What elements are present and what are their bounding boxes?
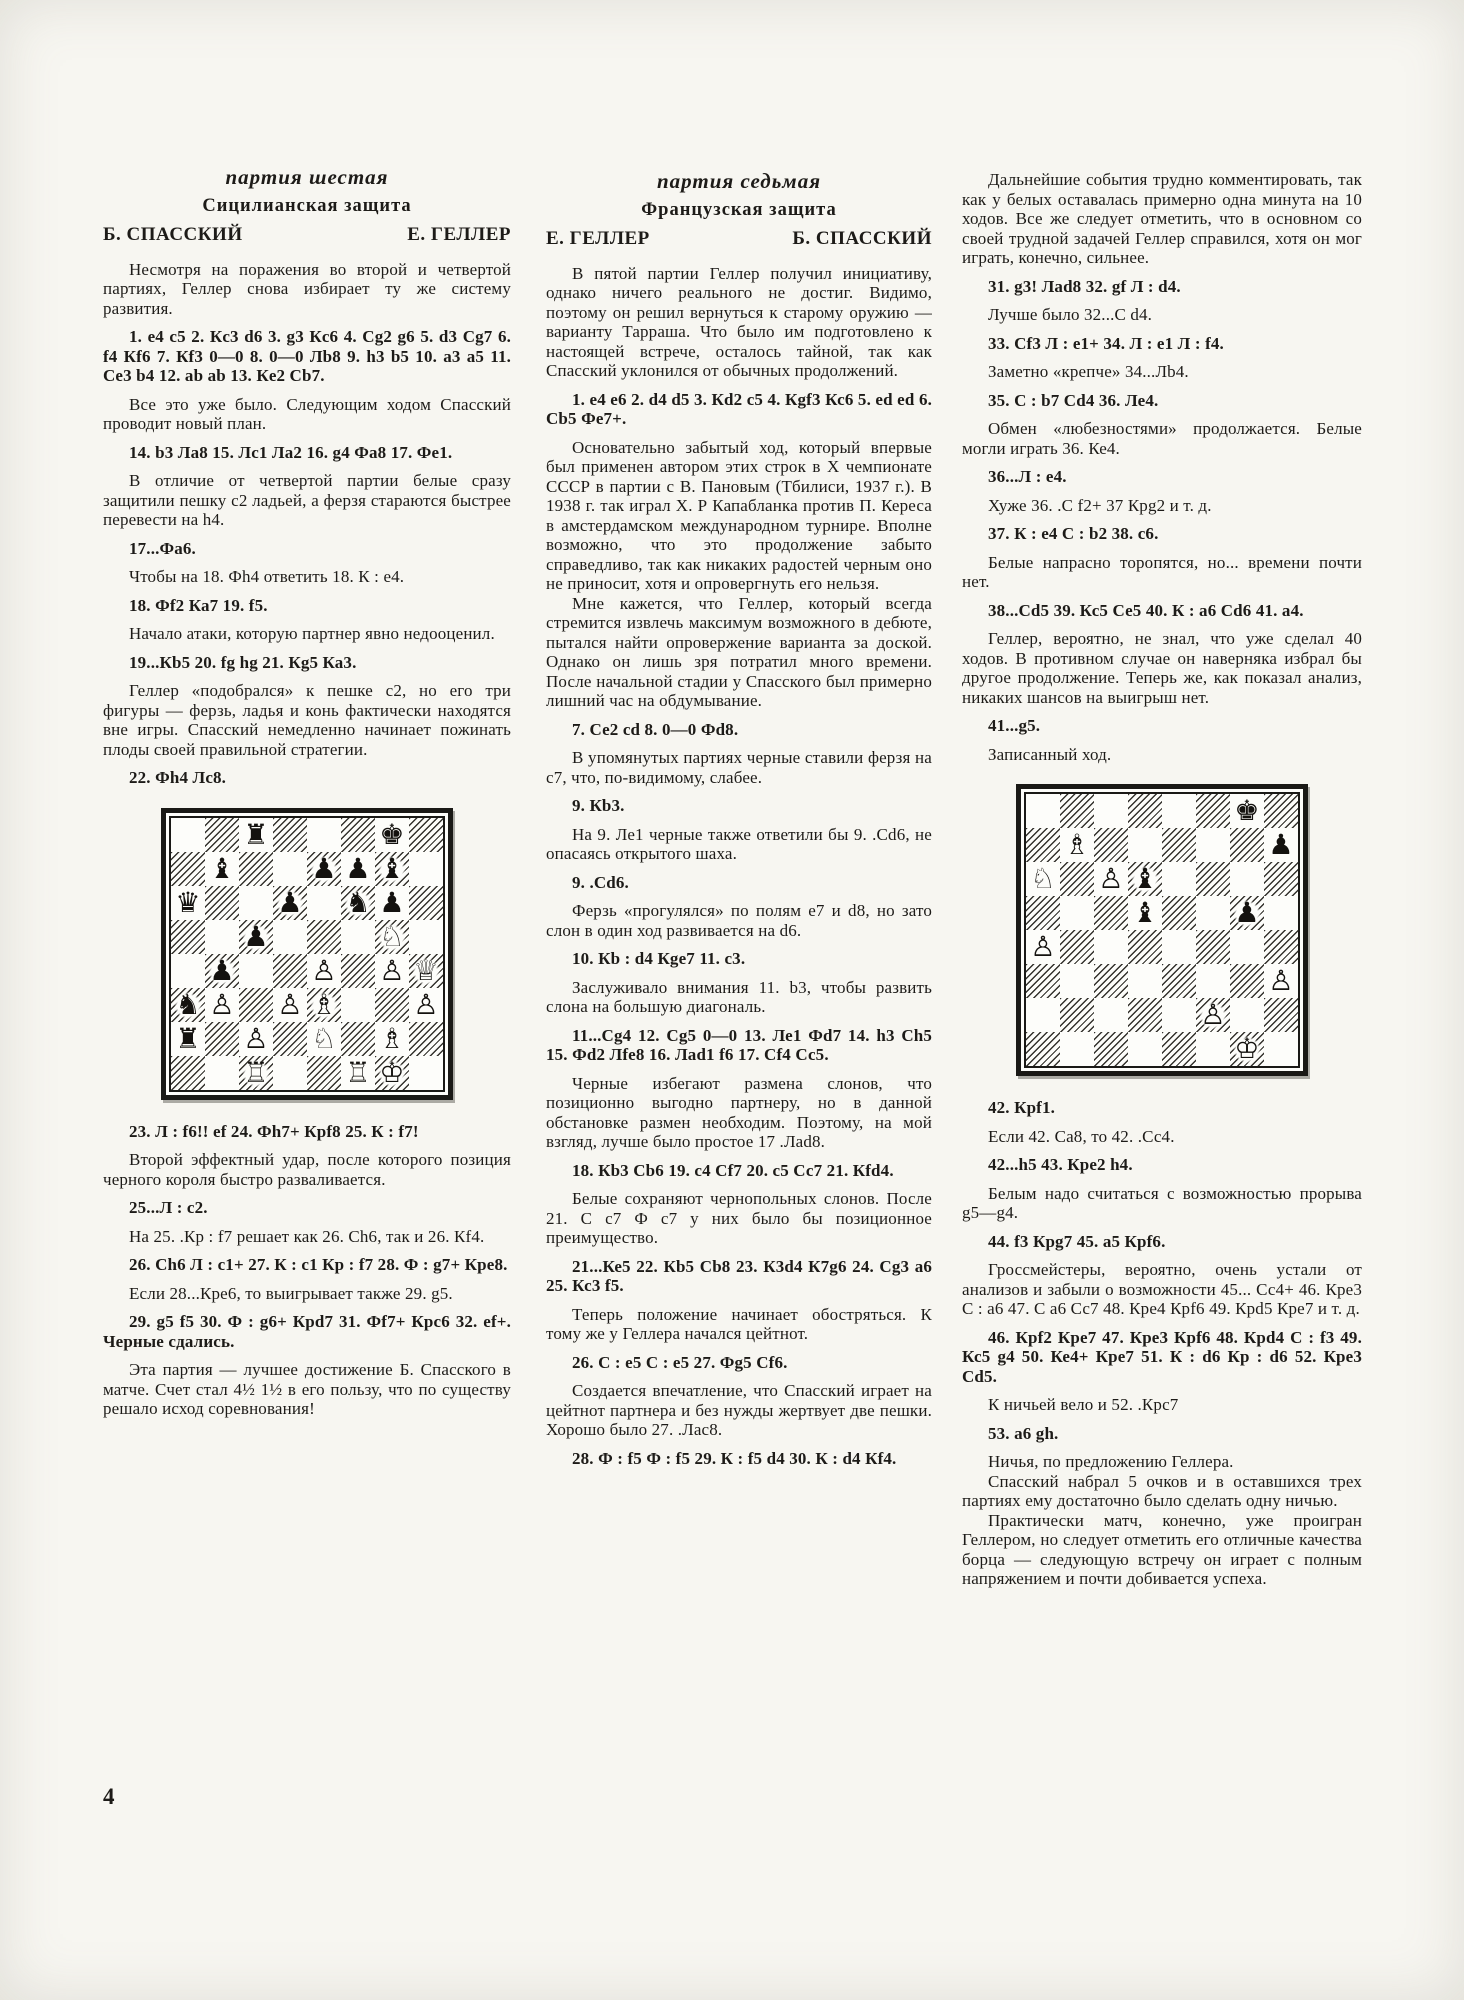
paragraph: Заметно «крепче» 34...Лb4. — [988, 362, 1189, 381]
board-square — [1060, 964, 1094, 998]
black-bishop: ♝ — [206, 853, 238, 885]
board-square — [1264, 998, 1298, 1032]
board-square — [1196, 794, 1230, 828]
chess-board — [1024, 792, 1300, 1068]
board-square — [307, 852, 341, 886]
black-pawn: ♟ — [274, 887, 306, 919]
board-square — [307, 818, 341, 852]
paragraph: Белые сохраняют чернопольных слонов. После 21. С с7 Ф с7 у них было бы позиционное преимущество. — [546, 1189, 932, 1247]
paragraph: Чтобы на 18. Фh4 ответить 18. К : е4. — [129, 567, 405, 586]
board-square — [1026, 794, 1060, 828]
black-rook: ♜ — [172, 1023, 204, 1055]
white-pawn: ♙ — [1095, 863, 1127, 895]
game-six-kicker: партия шестая — [225, 165, 389, 189]
paragraph: Белые напрасно торопятся, но... времени почти нет. — [962, 552, 1362, 591]
column-game-six — [103, 165, 511, 1419]
board-square — [1230, 1032, 1264, 1066]
chess-board — [169, 816, 445, 1092]
board-square — [341, 988, 375, 1022]
board-square — [1128, 862, 1162, 896]
black-king: ♚ — [1231, 795, 1263, 827]
paragraph: В отличие от четвертой партии белые сразу защитили пешку с2 ладьей, а ферзя стараются быстрее перевести на h4. — [103, 471, 511, 529]
black-bishop: ♝ — [1129, 863, 1161, 895]
board-square — [1162, 828, 1196, 862]
white-pawn: ♙ — [376, 955, 408, 987]
move-line: 18. Фf2 Ка7 19. f5. — [129, 595, 268, 615]
white-pawn: ♙ — [308, 955, 340, 987]
board-square — [307, 1056, 341, 1090]
paragraph: На 9. Ле1 черные также ответили бы 9. .Сd6, не опасаясь открытого шаха. — [546, 824, 932, 863]
board-square — [273, 954, 307, 988]
paragraph: В упомянутых партиях черные ставили ферзя на с7, что, по-видимому, слабее. — [546, 748, 932, 787]
board-square — [1128, 964, 1162, 998]
board-square — [171, 886, 205, 920]
board-square — [205, 920, 239, 954]
paragraph: Лучше было 32...С d4. — [988, 305, 1153, 324]
move-line: 35. С : b7 Сd4 36. Ле4. — [988, 390, 1159, 410]
black-rook: ♜ — [240, 819, 272, 851]
move-line: 9. Кb3. — [572, 796, 625, 815]
board-square — [1264, 964, 1298, 998]
move-line: 31. g3! Лad8 32. gf Л : d4. — [988, 276, 1181, 296]
board-square — [1196, 862, 1230, 896]
paragraph: Эта партия — лучшее достижение Б. Спасского в матче. Счет стал 4½ 1½ в его пользу, что по существу решало исход соревнования! — [103, 1360, 511, 1418]
board-square — [409, 886, 443, 920]
board-square — [1196, 828, 1230, 862]
board-square — [1060, 930, 1094, 964]
white-pawn: ♙ — [206, 989, 238, 1021]
paragraph: Практически матч, конечно, уже проигран Геллером, но следует отметить его отличные качества борца — следующую встречу он играет с полным напряжением и почти добивается успеха. — [962, 1510, 1362, 1588]
black-king: ♚ — [376, 819, 408, 851]
board-square — [171, 1022, 205, 1056]
move-line: 18. Кb3 Сb6 19. c4 Сf7 20. c5 Сс7 21. Кfd4. — [572, 1160, 894, 1180]
board-square — [1026, 862, 1060, 896]
board-square — [1026, 930, 1060, 964]
black-knight: ♞ — [342, 887, 374, 919]
paragraph: Гроссмейстеры, вероятно, очень устали от анализов и забыли о возможности 45... Сс4+ 46. Кре3 С : а6 47. С а6 Сс7 48. Кре4 Крf6 49. Крd5 Кре7 и т. д. — [962, 1260, 1362, 1318]
board-square — [273, 852, 307, 886]
paragraph: В пятой партии Геллер получил инициативу, однако ничего реального не достиг. Видимо, поэтому он решил вернуться к старому оружию — варианту Тарраша. Что было им подготовлено к настоящей встрече, осталось тайной, так как Спасский уклонился от обычных продолжений. — [546, 263, 932, 380]
paragraph: Ферзь «прогулялся» по полям е7 и d8, но зато слон в один ход развивается на d6. — [546, 901, 932, 940]
move-line: 10. Кb : d4 Кge7 11. с3. — [572, 949, 746, 968]
board-square — [409, 852, 443, 886]
board-square — [1230, 828, 1264, 862]
white-bishop: ♗ — [1061, 829, 1093, 861]
black-queen: ♛ — [172, 887, 204, 919]
board-square — [205, 818, 239, 852]
game-seven-kicker: партия седьмая — [656, 169, 822, 193]
paragraph: Начало атаки, которую партнер явно недооценил. — [129, 624, 495, 643]
move-line: 1. e4 c5 2. Кc3 d6 3. g3 Кc6 4. Cg2 g6 5. d3 Cg7 6. f4 Кf6 7. Кf3 0—0 8. 0—0 Лb8 9. h3 b5 10. a3 a5 11. Ce3 b4 12. ab ab 13. Кe2 Cb7. — [103, 327, 511, 385]
board-square — [341, 852, 375, 886]
board-square — [1128, 896, 1162, 930]
board-square — [171, 1056, 205, 1090]
board-square — [1128, 998, 1162, 1032]
game-six-black-player: Е. ГЕЛЛЕР — [407, 224, 511, 245]
paragraph: Заслуживало внимания 11. b3, чтобы развить слона на большую диагональ. — [546, 977, 932, 1016]
game-seven-white-player: Е. ГЕЛЛЕР — [546, 228, 650, 249]
board-square — [239, 920, 273, 954]
paragraph: Если 28...Кре6, то выигрывает также 29. g5. — [129, 1283, 453, 1303]
board-square — [239, 988, 273, 1022]
board-square — [1162, 930, 1196, 964]
paragraph: На 25. .Кр : f7 решает как 26. Ch6, так и 26. Кf4. — [129, 1226, 485, 1246]
board-square — [1264, 1032, 1298, 1066]
chess-diagram — [161, 808, 453, 1100]
move-line: 37. К : е4 С : b2 38. с6. — [988, 524, 1159, 543]
move-line: 28. Ф : f5 Ф : f5 29. К : f5 d4 30. К : d4 Кf4. — [572, 1448, 897, 1468]
board-square — [239, 954, 273, 988]
board-square — [1060, 828, 1094, 862]
board-square — [307, 988, 341, 1022]
paragraph: Теперь положение начинает обостряться. К тому же у Геллера начался цейтнот. — [546, 1304, 932, 1343]
board-square — [1264, 862, 1298, 896]
black-bishop: ♝ — [1129, 897, 1161, 929]
board-square — [307, 920, 341, 954]
board-square — [1162, 1032, 1196, 1066]
paragraph: Несмотря на поражения во второй и четвертой партиях, Геллер снова избирает ту же систему развития. — [103, 259, 511, 318]
board-square — [409, 988, 443, 1022]
white-knight: ♘ — [376, 921, 408, 953]
board-square — [171, 954, 205, 988]
board-square — [239, 886, 273, 920]
board-square — [1060, 1032, 1094, 1066]
white-knight: ♘ — [1027, 863, 1059, 895]
board-square — [341, 1022, 375, 1056]
board-square — [1026, 896, 1060, 930]
black-pawn: ♟ — [206, 955, 238, 987]
board-square — [239, 852, 273, 886]
board-square — [1230, 998, 1264, 1032]
board-square — [307, 954, 341, 988]
move-line: 14. b3 Ла8 15. Лс1 Ла2 16. g4 Фа8 17. Фе1. — [129, 442, 453, 462]
white-rook: ♖ — [240, 1057, 272, 1089]
white-pawn: ♙ — [240, 1023, 272, 1055]
board-square — [375, 954, 409, 988]
board-square — [375, 852, 409, 886]
move-line: 42...h5 43. Кре2 h4. — [988, 1155, 1133, 1174]
page-number: 4 — [103, 1784, 115, 1809]
move-line: 53. a6 gh. — [988, 1423, 1059, 1443]
board-square — [1128, 794, 1162, 828]
board-square — [1196, 1032, 1230, 1066]
move-line: 23. Л : f6!! ef 24. Фh7+ Крf8 25. К : f7! — [129, 1121, 419, 1141]
paragraph: Основательно забытый ход, который впервые был применен автором этих строк в X чемпионате СССР в партии с В. Пановым (Тбилиси, 1937 г.). В 1938 г. так играл Х. Р Капабланка против П. Кереса в амстердамском международном турнире. Вполне возможно, что это продолжение забыто справедливо, так как никаких радостей черным оно не приносит, хотя и опровергнуть его нельзя. — [546, 437, 932, 593]
board-square — [205, 886, 239, 920]
board-square — [1094, 896, 1128, 930]
move-line: 11...Cg4 12. Cg5 0—0 13. Ле1 Фd7 14. h3 Ch5 15. Фd2 Лfе8 16. Лad1 f6 17. Сf4 Сс5. — [546, 1025, 932, 1064]
board-square — [1094, 930, 1128, 964]
board-square — [1196, 896, 1230, 930]
board-square — [409, 920, 443, 954]
chess-diagram — [1016, 784, 1308, 1076]
board-square — [1128, 1032, 1162, 1066]
column-game-seven — [546, 169, 932, 1477]
white-pawn: ♙ — [1027, 931, 1059, 963]
white-queen: ♕ — [410, 955, 442, 987]
board-square — [1094, 862, 1128, 896]
white-pawn: ♙ — [1265, 965, 1297, 997]
paragraph: Обмен «любезностями» продолжается. Белые могли играть 36. Ке4. — [962, 419, 1362, 458]
game-six-players — [103, 225, 511, 245]
white-rook: ♖ — [342, 1057, 374, 1089]
board-square — [1060, 862, 1094, 896]
paragraph: Черные избегают размена слонов, что позиционно выгодно партнеру, но в данной обстановке размен необходим. Поэтому, на мой взгляд, лучше было простое 17 .Лad8. — [546, 1073, 932, 1151]
white-knight: ♘ — [308, 1023, 340, 1055]
board-square — [1060, 998, 1094, 1032]
move-line: 41...g5. — [988, 716, 1041, 735]
paragraph: Если 42. Са8, то 42. .Сс4. — [988, 1126, 1175, 1146]
board-square — [1230, 930, 1264, 964]
board-square — [375, 1056, 409, 1090]
board-square — [273, 1022, 307, 1056]
board-square — [273, 1056, 307, 1090]
board-square — [1162, 964, 1196, 998]
board-square — [341, 1056, 375, 1090]
board-square — [1026, 1032, 1060, 1066]
move-line: 9. .Сd6. — [572, 872, 629, 892]
board-square — [171, 818, 205, 852]
black-bishop: ♝ — [376, 853, 408, 885]
board-square — [409, 954, 443, 988]
board-square — [307, 886, 341, 920]
move-line: 7. Се2 cd 8. 0—0 Фd8. — [572, 719, 739, 739]
board-square — [273, 818, 307, 852]
move-line: 46. Крf2 Кре7 47. Кре3 Крf6 48. Крd4 С : f3 49. Кс5 g4 50. Ке4+ Кре7 51. К : d6 Кр : d6 52. Кре3 Сd5. — [962, 1327, 1362, 1386]
board-square — [205, 988, 239, 1022]
paragraph: Создается впечатление, что Спасский играет на цейтнот партнера и без нужды жертвует две пешки. Хорошо было 27. .Лас8. — [546, 1381, 932, 1439]
paragraph: Белым надо считаться с возможностью прорыва g5—g4. — [962, 1183, 1362, 1222]
board-square — [205, 852, 239, 886]
white-pawn: ♙ — [1197, 999, 1229, 1031]
board-square — [1264, 794, 1298, 828]
move-line: 25...Л : с2. — [129, 1198, 208, 1217]
board-square — [375, 988, 409, 1022]
move-line: 1. e4 e6 2. d4 d5 3. Кd2 c5 4. Кgf3 Кс6 5. ed ed 6. Cb5 Фе7+. — [546, 389, 932, 428]
paragraph: Геллер «подобрался» к пешке с2, но его три фигуры — ферзь, ладья и конь фактически находятся вне игры. Спасский немедленно начинает пожинать плоды своей правильной стратегии. — [103, 681, 511, 759]
board-square — [171, 920, 205, 954]
move-line: 38...Cd5 39. Кс5 Се5 40. К : а6 Cd6 41. а4. — [988, 600, 1304, 620]
white-bishop: ♗ — [376, 1023, 408, 1055]
board-square — [1196, 998, 1230, 1032]
paragraph: Дальнейшие события трудно комментировать, так как у белых оставалась примерно одна минута на 10 ходов. Все же следует отметить, что в основном со своей трудной задачей Геллер справился, хотя он мог играть, конечно, сильнее. — [962, 170, 1362, 267]
move-line: 26. Ch6 Л : c1+ 27. К : c1 Кр : f7 28. Ф : g7+ Кре8. — [129, 1255, 508, 1274]
board-square — [341, 954, 375, 988]
board-square — [1060, 896, 1094, 930]
board-square — [205, 1022, 239, 1056]
black-pawn: ♟ — [376, 887, 408, 919]
board-square — [1264, 828, 1298, 862]
game-seven-opening-title: Французская защита — [641, 199, 837, 220]
board-square — [341, 818, 375, 852]
board-square — [1060, 794, 1094, 828]
board-square — [1094, 828, 1128, 862]
column-game-seven-continued — [962, 170, 1362, 1589]
game-seven-players — [546, 229, 932, 249]
game-six-opening-title: Сицилианская защита — [202, 195, 412, 216]
paragraph: Записанный ход. — [988, 744, 1112, 764]
chess-diagram-frame — [161, 808, 453, 1100]
board-square — [1094, 998, 1128, 1032]
board-square — [375, 920, 409, 954]
board-square — [307, 1022, 341, 1056]
move-line: 17...Фа6. — [129, 538, 196, 558]
board-square — [1230, 964, 1264, 998]
paragraph: Геллер, вероятно, не знал, что уже сделал 40 ходов. В противном случае он наверняка избрал бы другое продолжение. Теперь же, как показал анализ, никаких шансов на выигрыш нет. — [962, 629, 1362, 707]
paragraph: Хуже 36. .С f2+ 37 Крg2 и т. д. — [988, 495, 1212, 515]
board-square — [239, 818, 273, 852]
board-square — [1094, 1032, 1128, 1066]
board-square — [171, 852, 205, 886]
black-pawn: ♟ — [342, 853, 374, 885]
white-king: ♔ — [1231, 1033, 1263, 1065]
board-square — [1026, 998, 1060, 1032]
chess-diagram-frame — [1016, 784, 1308, 1076]
game-seven-black-player: Б. СПАССКИЙ — [792, 228, 932, 249]
column-body — [962, 170, 1362, 1589]
white-king: ♔ — [376, 1057, 408, 1089]
board-square — [341, 920, 375, 954]
move-line: 36...Л : е4. — [988, 467, 1067, 486]
board-square — [409, 818, 443, 852]
board-square — [239, 1056, 273, 1090]
board-square — [1094, 794, 1128, 828]
board-square — [1128, 828, 1162, 862]
paragraph: Спасский набрал 5 очков и в оставшихся трех партиях ему достаточно было сделать одну ничью. — [962, 1471, 1362, 1510]
board-square — [205, 954, 239, 988]
move-line: 29. g5 f5 30. Ф : g6+ Крd7 31. Фf7+ Крс6 32. ef+. Черные сдались. — [103, 1312, 511, 1351]
board-square — [273, 886, 307, 920]
white-pawn: ♙ — [410, 989, 442, 1021]
board-square — [1162, 794, 1196, 828]
board-square — [273, 920, 307, 954]
board-square — [1196, 964, 1230, 998]
game-six-white-player: Б. СПАССКИЙ — [103, 224, 243, 245]
move-line: 42. Крf1. — [988, 1098, 1056, 1117]
column-body — [103, 260, 511, 1419]
board-square — [375, 1022, 409, 1056]
board-square — [375, 886, 409, 920]
board-square — [1094, 964, 1128, 998]
board-square — [1026, 964, 1060, 998]
black-pawn: ♟ — [240, 921, 272, 953]
board-square — [1230, 896, 1264, 930]
board-square — [1264, 896, 1298, 930]
paragraph: Мне кажется, что Геллер, который всегда стремится извлечь максимум возможного в дебюте, пытался найти опровержение варианта за доской. Однако он лишь зря потратил много времени. После начальной стадии у Спасского был примерно лишний час на обдумывание. — [546, 593, 932, 710]
board-square — [1264, 930, 1298, 964]
board-square — [205, 1056, 239, 1090]
paragraph: Ничья, по предложению Геллера. — [988, 1452, 1234, 1471]
board-square — [1162, 862, 1196, 896]
board-square — [1162, 998, 1196, 1032]
move-line: 19...Кb5 20. fg hg 21. Кg5 Ка3. — [129, 652, 357, 672]
board-square — [1196, 930, 1230, 964]
board-square — [171, 988, 205, 1022]
board-square — [1162, 896, 1196, 930]
paragraph: К ничьей вело и 52. .Крс7 — [988, 1395, 1179, 1414]
board-square — [409, 1022, 443, 1056]
white-pawn: ♙ — [274, 989, 306, 1021]
paragraph: Второй эффектный удар, после которого позиция черного короля быстро разваливается. — [103, 1150, 511, 1189]
move-line: 26. С : е5 С : е5 27. Фg5 Сf6. — [572, 1352, 788, 1372]
move-line: 33. Сf3 Л : e1+ 34. Л : e1 Л : f4. — [988, 333, 1224, 353]
black-pawn: ♟ — [1231, 897, 1263, 929]
black-pawn: ♟ — [308, 853, 340, 885]
black-pawn: ♟ — [1265, 829, 1297, 861]
move-line: 21...Ке5 22. Кb5 Сb8 23. К3d4 К7g6 24. Cg3 a6 25. Кс3 f5. — [546, 1256, 932, 1295]
board-square — [239, 1022, 273, 1056]
board-square — [1230, 862, 1264, 896]
board-square — [375, 818, 409, 852]
column-body — [546, 264, 932, 1469]
black-knight: ♞ — [172, 989, 204, 1021]
white-bishop: ♗ — [308, 989, 340, 1021]
board-square — [409, 1056, 443, 1090]
board-square — [1026, 828, 1060, 862]
board-square — [1128, 930, 1162, 964]
board-square — [1230, 794, 1264, 828]
paragraph: Все это уже было. Следующим ходом Спасский проводит новый план. — [103, 394, 511, 433]
move-line: 22. Фh4 Лс8. — [129, 768, 227, 787]
board-square — [341, 886, 375, 920]
move-line: 44. f3 Крg7 45. a5 Крf6. — [988, 1231, 1166, 1251]
board-square — [273, 988, 307, 1022]
